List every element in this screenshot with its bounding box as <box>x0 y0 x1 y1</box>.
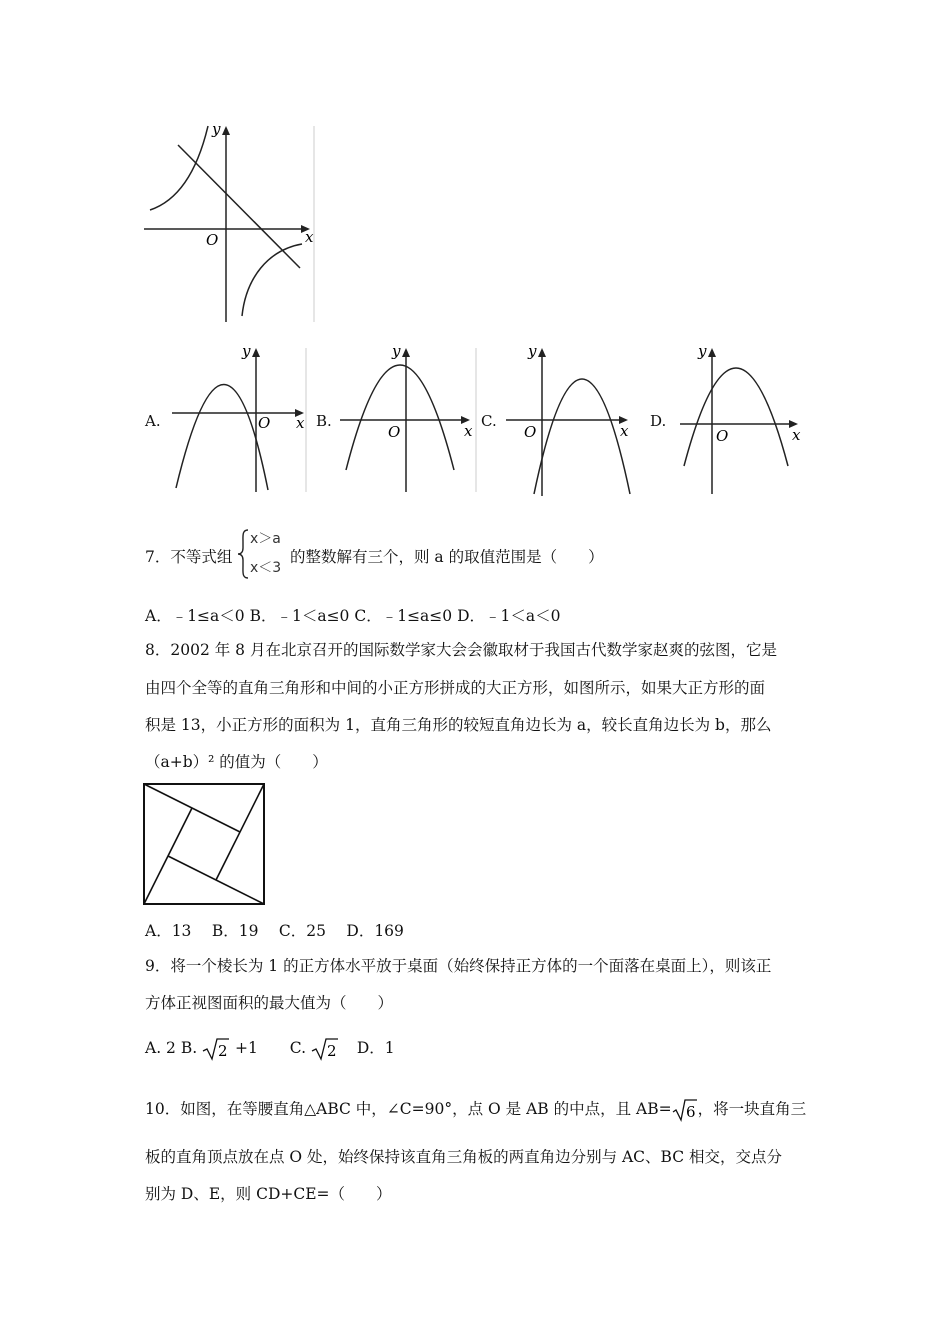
q9-line-2: 方体正视图面积的最大值为（ ） <box>145 994 394 1012</box>
decreasing-line <box>178 145 300 268</box>
svg-text:O: O <box>716 427 729 445</box>
q9-option-a-b: A. 2 B. <box>145 1039 198 1057</box>
choice-b-label[interactable]: B. <box>316 412 332 430</box>
choice-d-label[interactable]: D. <box>650 412 667 430</box>
q10-line-2: 板的直角顶点放在点 O 处，始终保持该直角三角板的两直角边分别与 AC、BC 相交，交点分 <box>145 1148 783 1166</box>
q8-line-1: 8．2002 年 8 月在北京召开的国际数学家大会会徽取材于我国古代数学家赵爽的弦图，它是 <box>145 641 777 659</box>
q7-stem-suffix: 的整数解有三个，则 a 的取值范围是（ ） <box>290 548 604 566</box>
sqrt-icon <box>202 1037 230 1061</box>
q9-option-d: D．1 <box>356 1039 395 1057</box>
q9-option-c: C. <box>289 1039 306 1057</box>
hyperbola-lower-branch <box>242 244 302 316</box>
choice-c-label[interactable]: C. <box>481 412 497 430</box>
choice-c-graph[interactable] <box>500 340 642 500</box>
svg-text:2: 2 <box>326 1042 337 1060</box>
q7-brace <box>236 528 250 580</box>
svg-text:x: x <box>792 426 801 444</box>
choice-b-graph[interactable] <box>336 340 478 495</box>
q8-options: A．13 B．19 C．25 D．169 <box>145 922 404 940</box>
q9-option-b-tail: +1 <box>235 1039 258 1057</box>
choice-a-label[interactable]: A. <box>145 412 161 430</box>
q7-inequality-2: x＜3 <box>250 560 282 576</box>
svg-text:y: y <box>698 342 707 360</box>
top-graph-figure <box>140 118 320 323</box>
axis-y-label: y <box>212 120 221 138</box>
q10-line-3: 别为 D、E，则 CD+CE=（ ） <box>145 1185 392 1203</box>
hyperbola-upper-branch <box>150 126 208 210</box>
svg-text:y: y <box>528 342 537 360</box>
q8-line-3: 积是 13，小正方形的面积为 1，直角三角形的较短直角边长为 a，较长直角边长为 b，那么 <box>145 716 772 734</box>
choice-d-graph[interactable] <box>676 340 808 498</box>
svg-text:2: 2 <box>218 1042 228 1060</box>
parabola-c <box>534 379 630 494</box>
q7-inequality-1: x＞a <box>250 531 281 547</box>
parabola-b <box>346 365 454 470</box>
svg-text:6: 6 <box>685 1103 696 1121</box>
q7-options: A．﹣1≤a＜0 B．﹣1＜a≤0 C．﹣1≤a≤0 D．﹣1＜a＜0 <box>145 607 561 625</box>
q7-stem-prefix: 7．不等式组 <box>145 548 233 566</box>
axis-x-label: x <box>305 228 314 246</box>
parabola-a <box>176 384 271 490</box>
svg-text:x: x <box>296 414 305 432</box>
svg-text:y: y <box>392 342 401 360</box>
parabola-d <box>684 368 788 466</box>
svg-text:x: x <box>464 422 473 440</box>
svg-text:y: y <box>242 342 251 360</box>
choice-a-graph[interactable] <box>168 340 310 495</box>
sqrt-icon <box>311 1037 339 1061</box>
q8-line-2: 由四个全等的直角三角形和中间的小正方形拼成的大正方形，如图所示，如果大正方形的面 <box>145 679 766 697</box>
zhao-shuang-string-diagram <box>142 782 268 906</box>
q10-line-1: 10．如图，在等腰直角△ABC 中，∠C=90°，点 O 是 AB 的中点，且 AB= 6 ，将一块直角三 <box>145 1100 807 1121</box>
q8-line-4: （a+b）² 的值为（ ） <box>145 753 328 771</box>
svg-text:x: x <box>620 422 629 440</box>
q9-line-1: 9．将一个棱长为 1 的正方体水平放于桌面（始终保持正方体的一个面落在桌面上），则该正 <box>145 957 772 975</box>
sqrt-icon <box>672 1098 698 1122</box>
svg-text:O: O <box>524 423 537 441</box>
svg-text:O: O <box>388 423 401 441</box>
q9-options <box>145 1036 395 1061</box>
svg-text:O: O <box>258 414 271 432</box>
origin-label: O <box>206 231 219 249</box>
